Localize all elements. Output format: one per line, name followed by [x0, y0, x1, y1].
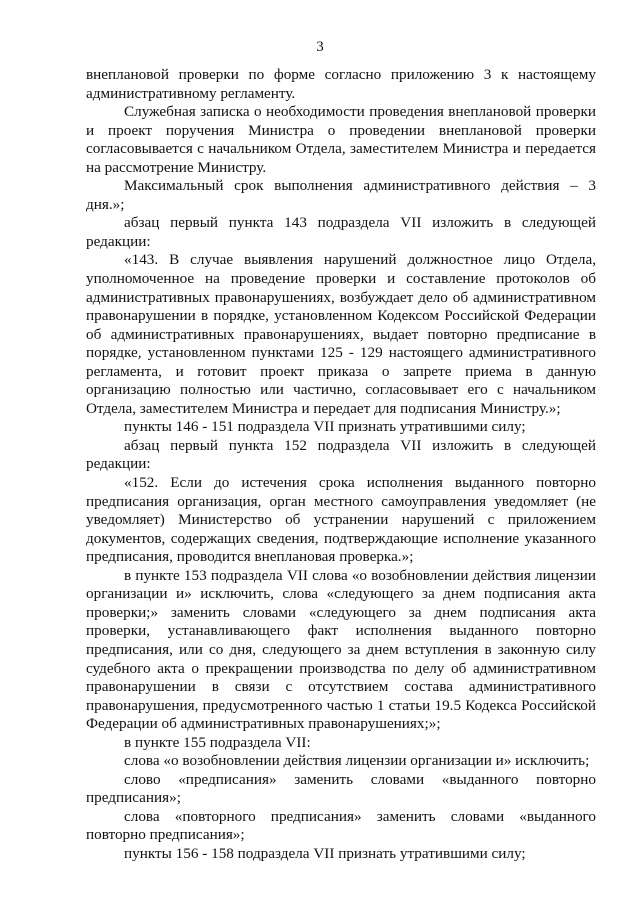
paragraph-repeal-156-158: пункты 156 - 158 подраздела VII признать утратившими силу; [124, 844, 526, 862]
paragraph-155-word-replace: слово «предписания» заменить словами «выданного повторно предписания»; [86, 770, 596, 807]
paragraph-clause-152: «152. Если до истечения срока исполнения выданного повторно предписания организация, орган местного самоуправления уведомляет (не уведомляет) Министерство об устранении нарушений с приложением документов, содержащих сведения, подтверждающие исполнение указанного предписания, проводится внеплановая проверка.»; [86, 474, 596, 566]
document-body [86, 66, 596, 864]
paragraph-repeal-146-151: пункты 146 - 151 подраздела VII признать утратившими силу; [124, 418, 526, 436]
page-number: 3 [316, 39, 324, 55]
paragraph-155-words-replace: слова «повторного предписания» заменить словами «выданного повторно предписания»; [86, 807, 596, 844]
paragraph-155-words-exclude: слова «о возобновлении действия лицензии организации и» исключить; [124, 752, 590, 770]
paragraph-amend-143: абзац первый пункта 143 подраздела VII изложить в следующей редакции: [86, 214, 596, 250]
paragraph-amend-155: в пункте 155 подраздела VII: [124, 733, 311, 751]
paragraph-clause-143: «143. В случае выявления нарушений должностное лицо Отдела, уполномоченное на проведение проверки и составление протоколов об административных правонарушениях, возбуждает дело об административном правонарушении в порядке, установленном Кодексом Российской Федерации об административных правонарушениях, выдает повторно предписание в порядке, установленном пунктами 125 - 129 настоящего административного регламента, и готовит проект приказа о запрете приема в данную организацию полностью или частично, согласовывает его с начальником Отдела, заместителем Министра и передает для подписания Министру.»; [86, 251, 596, 417]
paragraph-continuation: внеплановой проверки по форме согласно приложению 3 к настоящему административному регламенту. [86, 66, 596, 102]
paragraph-memo-approval: Служебная записка о необходимости проведения внеплановой проверки и проект поручения Министра о проведении внеплановой проверки согласовывается с начальником Отдела, заместителем Министра и передается на рассмотрение Министру. [86, 103, 596, 176]
paragraph-amend-152: абзац первый пункта 152 подраздела VII изложить в следующей редакции: [86, 436, 596, 473]
paragraph-max-term: Максимальный срок выполнения административного действия – 3 дня.»; [86, 177, 596, 213]
paragraph-amend-153: в пункте 153 подраздела VII слова «о возобновлении действия лицензии организации и» исключить, слова «следующего за днем подписания акта проверки;» заменить словами «следующего за днем подписания акта проверки, устанавливающего факт исполнения выданного повторно предписания, или со дня, следующего за днем вступления в законную силу судебного акта о прекращении производства по делу об административном правонарушении в связи с отсутствием состава административного правонарушения, предусмотренного частью 1 статьи 19.5 Кодекса Российской Федерации об административных правонарушениях;»; [86, 566, 596, 733]
